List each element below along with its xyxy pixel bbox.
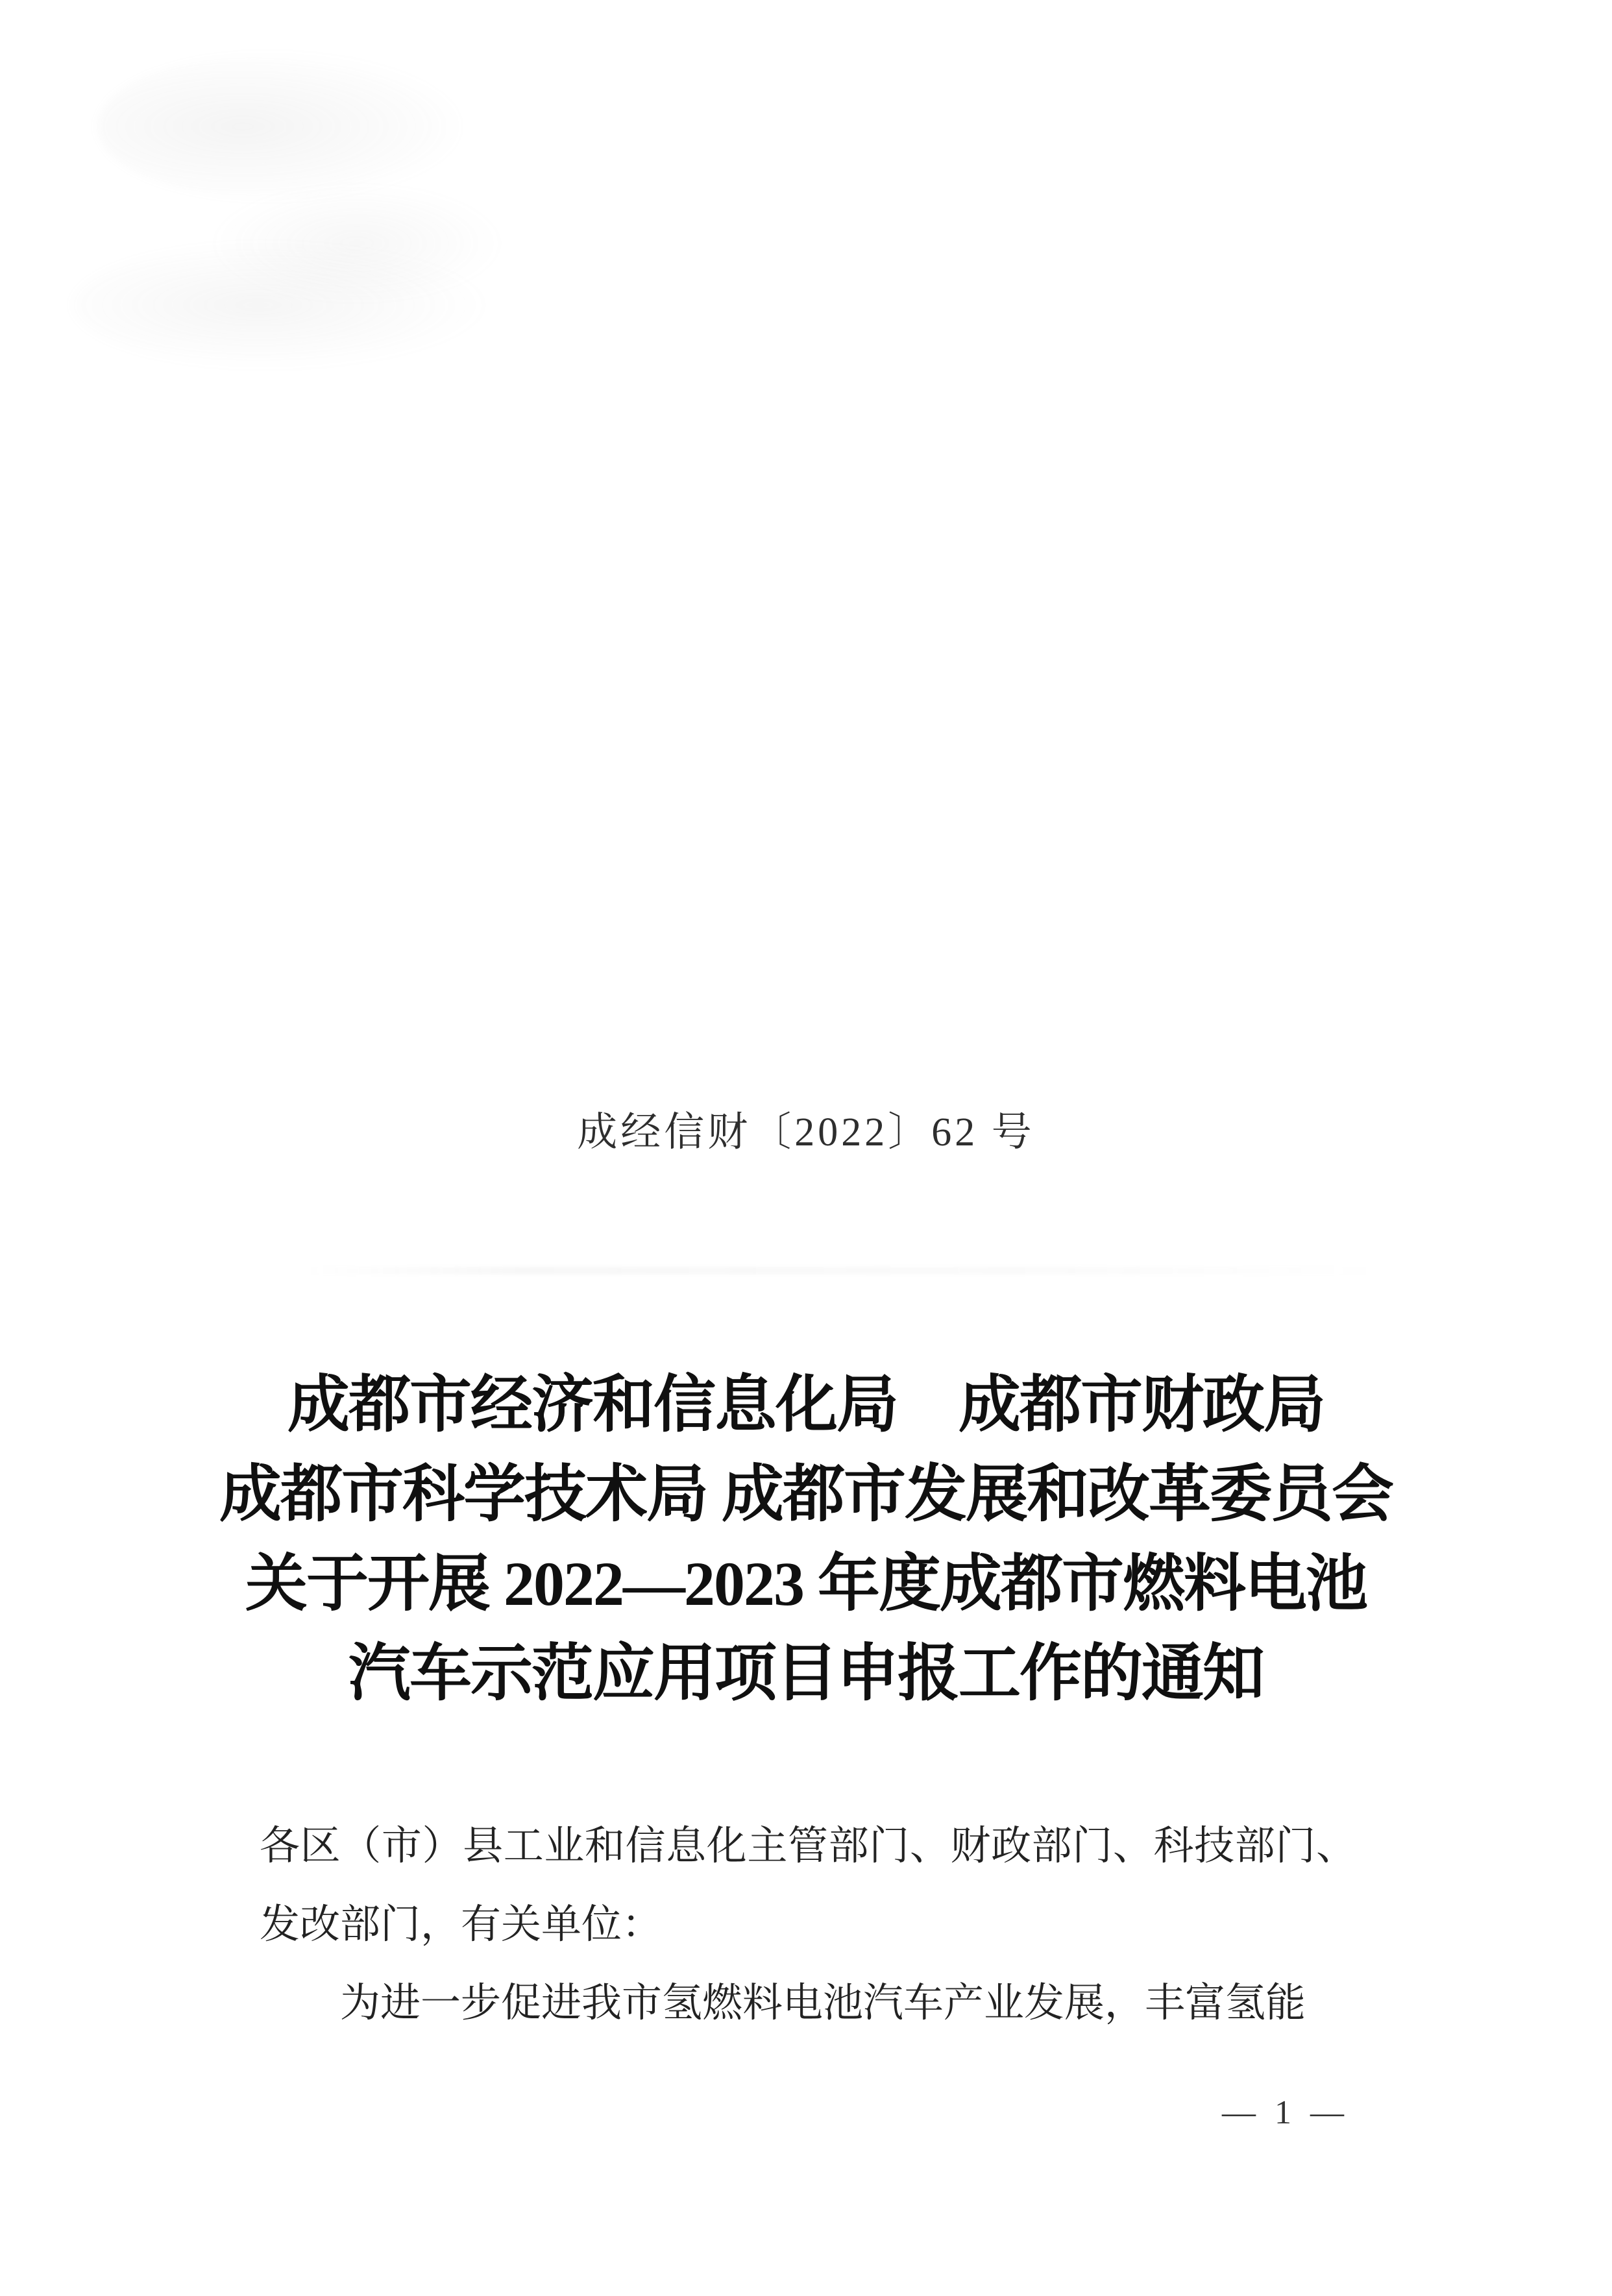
document-title bbox=[0, 1360, 1612, 1718]
page-number: — 1 — bbox=[1222, 2094, 1349, 2131]
scan-smudge-top-left-3 bbox=[71, 240, 487, 370]
scan-smudge-top-left-1 bbox=[97, 52, 461, 201]
title-line-3: 关于开展 2022—2023 年度成都市燃料电池 bbox=[245, 1549, 1367, 1618]
salutation-line-1: 各区（市）县工业和信息化主管部门、财政部门、科技部门、 bbox=[260, 1824, 1356, 1868]
title-line-4: 汽车示范应用项目申报工作的通知 bbox=[348, 1639, 1264, 1708]
scan-smudge-top-left-2 bbox=[208, 182, 506, 305]
scan-streak bbox=[305, 1267, 1382, 1275]
salutation-line-2: 发改部门，有关单位： bbox=[260, 1903, 663, 1947]
title-line-1: 成都市经济和信息化局 成都市财政局 bbox=[287, 1370, 1325, 1439]
body-paragraph-first-line: 为进一步促进我市氢燃料电池汽车产业发展，丰富氢能 bbox=[340, 1981, 1306, 2025]
document-body bbox=[260, 1807, 1356, 2043]
document-number: 成经信财〔2022〕62 号 bbox=[577, 1110, 1035, 1154]
title-line-2: 成都市科学技术局 成都市发展和改革委员会 bbox=[219, 1459, 1393, 1529]
